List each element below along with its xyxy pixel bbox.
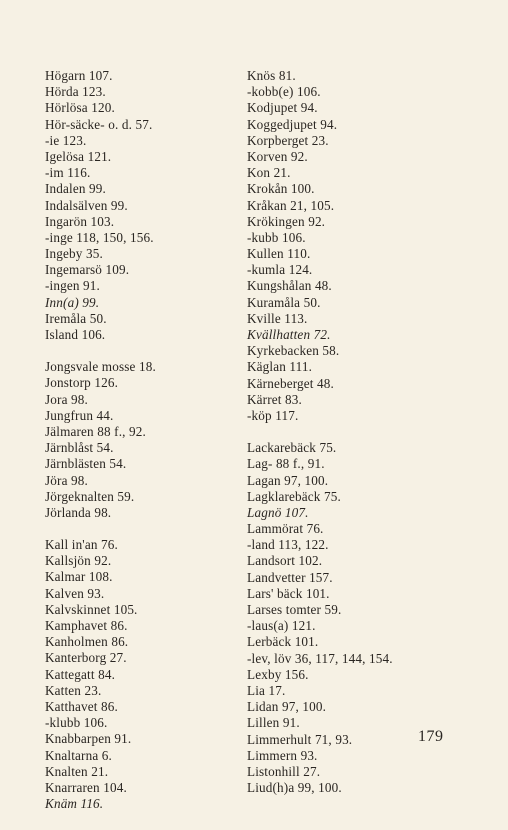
index-entry: Kärret 83. [247, 391, 302, 407]
index-entry: -kobb(e) 106. [247, 84, 321, 100]
index-entry: Jonstorp 126. [45, 375, 119, 391]
index-entry: Limmern 93. [247, 747, 318, 763]
index-entry: Igelösa 121. [45, 148, 112, 164]
index-entry: -klubb 106. [45, 715, 108, 731]
index-entry: -kubb 106. [247, 229, 306, 245]
index-entry: Kalven 93. [45, 585, 105, 601]
index-entry: Ingarön 103. [45, 213, 115, 229]
index-entry: Krokån 100. [247, 181, 315, 197]
index-entry: -ie 123. [45, 132, 87, 148]
section-gap [45, 521, 235, 537]
index-entry: Järnblåst 54. [45, 440, 114, 456]
index-entry: Lia 17. [247, 682, 286, 698]
index-entry: Lagklarebäck 75. [247, 488, 341, 504]
index-entry: Katthavet 86. [45, 698, 118, 714]
index-entry: -im 116. [45, 165, 91, 181]
index-entry: Kullen 110. [247, 246, 311, 262]
index-entry: -köp 117. [247, 407, 299, 423]
index-entry: Indalen 99. [45, 181, 106, 197]
index-entry: Lidan 97, 100. [247, 699, 327, 715]
index-entry: Kanholmen 86. [45, 634, 129, 650]
index-entry: Kodjupet 94. [247, 100, 318, 116]
index-entry: Kråkan 21, 105. [247, 197, 335, 213]
index-entry: Landsort 102. [247, 553, 323, 569]
index-entry: Kallsjön 92. [45, 553, 112, 569]
index-entry: Lackarebäck 75. [247, 440, 337, 456]
index-entry: Kall in'an 76. [45, 537, 118, 553]
index-entry: Hör-säcke- o. d. 57. [45, 116, 153, 132]
page-number: 179 [418, 728, 444, 745]
index-entry: -laus(a) 121. [247, 618, 316, 634]
index-entry: Kville 113. [247, 310, 308, 326]
index-entry: Kanterborg 27. [45, 650, 127, 666]
index-entry: Jälmaren 88 f., 92. [45, 423, 146, 439]
index-entry: Kungshålan 48. [247, 278, 332, 294]
index-entry: Kyrkebacken 58. [247, 343, 340, 359]
index-entry: Kärneberget 48. [247, 375, 334, 391]
index-entry: Inn(a) 99. [45, 294, 100, 310]
index-entry: Knarraren 104. [45, 779, 127, 795]
index-entry: Hörlösa 120. [45, 100, 115, 116]
index-entry: Jongsvale mosse 18. [45, 359, 156, 375]
index-entry: Jörgeknalten 59. [45, 488, 135, 504]
index-entry: -lev, löv 36, 117, 144, 154. [247, 650, 393, 666]
index-entry: Landvetter 157. [247, 569, 333, 585]
index-entry: Iremåla 50. [45, 310, 107, 326]
index-entry: Kalvskinnet 105. [45, 601, 138, 617]
index-entry: Kuramåla 50. [247, 294, 321, 310]
index-column-right [247, 68, 482, 796]
section-gap [247, 424, 482, 440]
index-entry: Ingemarsö 109. [45, 262, 130, 278]
index-entry: Liud(h)a 99, 100. [247, 780, 342, 796]
index-entry: -inge 118, 150, 156. [45, 229, 154, 245]
index-entry: Lerbäck 101. [247, 634, 319, 650]
index-entry: Lars' bäck 101. [247, 585, 330, 601]
index-entry: -kumla 124. [247, 262, 313, 278]
index-entry: Knalten 21. [45, 763, 109, 779]
index-entry: Ingeby 35. [45, 246, 103, 262]
index-entry: Lammörat 76. [247, 521, 324, 537]
index-entry: Kamphavet 86. [45, 618, 128, 633]
index-entry: Island 106. [45, 327, 106, 342]
index-entry: Högarn 107. [45, 68, 113, 83]
index-entry: Knabbarpen 91. [45, 731, 132, 747]
index-entry: Krökingen 92. [247, 213, 326, 229]
index-entry: Koggedjupet 94. [247, 116, 338, 132]
index-entry: -ingen 91. [45, 278, 100, 294]
index-entry: Käglan 111. [247, 359, 313, 375]
index-entry: Kvällhatten 72. [247, 327, 331, 342]
index-entry: Kattegatt 84. [45, 666, 116, 682]
index-entry: Korven 92. [247, 148, 308, 164]
index-entry: Kon 21. [247, 165, 291, 181]
index-entry: Jörlanda 98. [45, 504, 112, 520]
section-gap [45, 343, 235, 359]
index-entry: Lagnö 107. [247, 504, 309, 520]
index-entry: Jora 98. [45, 391, 88, 407]
index-entry: Indalsälven 99. [45, 197, 128, 213]
index-column-left [45, 68, 235, 812]
index-entry: Korpberget 23. [247, 132, 329, 148]
index-entry: Lagan 97, 100. [247, 472, 329, 488]
index-entry: Hörda 123. [45, 84, 106, 100]
index-entry: Listonhill 27. [247, 763, 321, 779]
index-entry: Järnblästen 54. [45, 456, 127, 472]
index-entry: Lexby 156. [247, 666, 309, 682]
index-entry: Limmerhult 71, 93. [247, 731, 353, 747]
index-entry: Lillen 91. [247, 715, 300, 731]
index-entry: -land 113, 122. [247, 537, 329, 553]
index-entry: Knaltarna 6. [45, 747, 112, 763]
index-entry: Jöra 98. [45, 472, 88, 488]
index-entry: Larses tomter 59. [247, 602, 342, 617]
index-entry: Knös 81. [247, 68, 296, 83]
index-entry: Knäm 116. [45, 796, 104, 812]
index-entry: Lag- 88 f., 91. [247, 456, 325, 472]
index-entry: Kalmar 108. [45, 569, 113, 585]
index-entry: Katten 23. [45, 682, 102, 698]
index-entry: Jungfrun 44. [45, 407, 114, 423]
